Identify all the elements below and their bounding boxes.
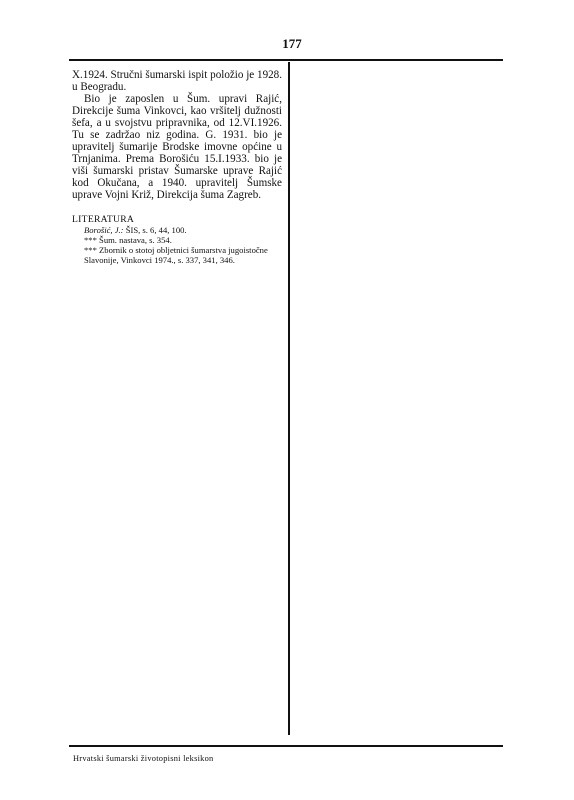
footer-title: Hrvatski šumarski životopisni leksikon <box>73 754 214 763</box>
literature-item <box>84 235 282 245</box>
literature-text: *** Zbornik o stotoj obljetnici šumarstva jugoistočne Slavonije, Vinkovci 1974., s. 337, 341, 346. <box>84 244 268 266</box>
literature-author: Borošić, J.: <box>84 224 124 235</box>
column-divider <box>288 62 290 735</box>
page-number: 177 <box>282 36 302 51</box>
literature-text: ŠIS, s. 6, 44, 100. <box>123 224 187 235</box>
literature-item <box>84 225 282 235</box>
paragraph-employment: Bio je zaposlen u Šum. upravi Rajić, Direkcije šuma Vinkovci, kao vršitelj dužnosti šefa, a u svojstvu pripravnika, od 12.VI.1926. Tu se zadržao niz godina. G. 1931. bio je upravitelj šumarije Brodske imovne općine u Trnjanima. Prema Borošiću 15.I.1933. bio je viši šumarski pristav Šumarske uprave Rajić kod Okučana, a 1940. upravitelj Šumske uprave Vojni Križ, Direkcija šuma Zagreb. <box>72 93 282 202</box>
literature-heading: LITERATURA <box>72 213 135 225</box>
bottom-rule <box>69 745 503 747</box>
literature-list <box>72 225 282 266</box>
literature-text: *** Šum. nastava, s. 354. <box>84 234 172 245</box>
paragraph-continuation: X.1924. Stručni šumarski ispit položio je 1928. u Beogradu. <box>72 69 282 94</box>
literature-item <box>84 245 282 265</box>
top-rule <box>69 59 503 61</box>
left-text-column <box>72 69 282 265</box>
